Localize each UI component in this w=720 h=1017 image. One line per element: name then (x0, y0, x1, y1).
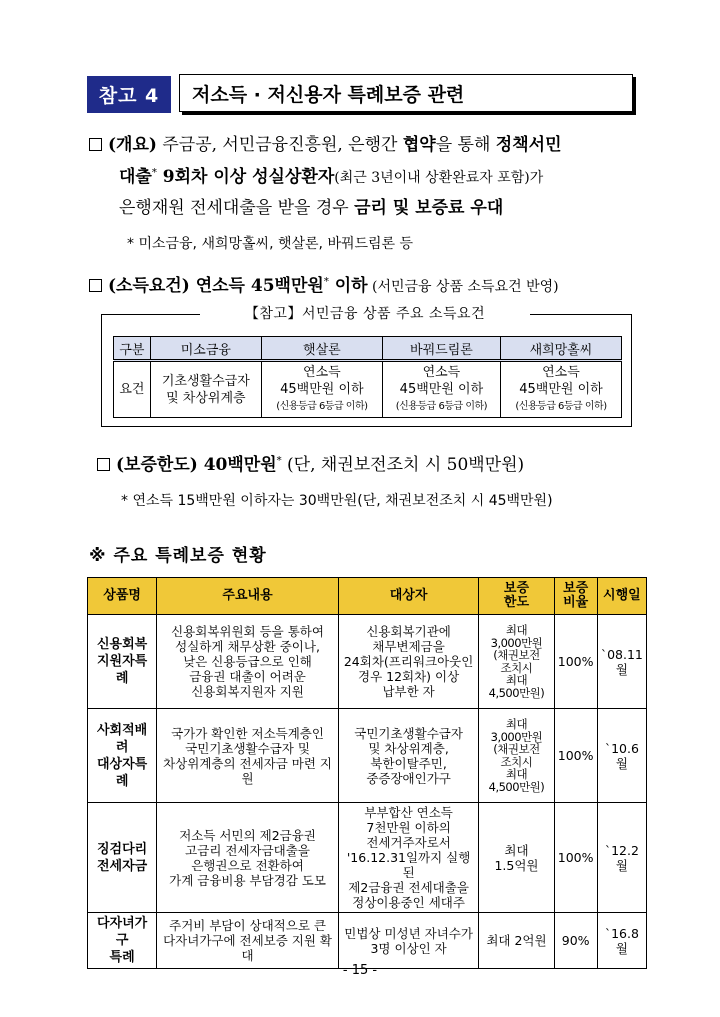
cell-line: 낮은 신용등급으로 인해 (183, 654, 312, 669)
cell-line: 대상자특례 (97, 756, 148, 789)
target-cell (338, 913, 478, 969)
cell-line: 3,000만원 (490, 729, 543, 744)
income-label: (소득요건) (108, 276, 190, 296)
header-line: 보증 (563, 581, 589, 596)
header-line: 보증 (503, 581, 530, 596)
cell-line: 연소득 (542, 365, 580, 380)
cell-line: 다자녀가구 (97, 916, 148, 948)
section-title: ※ 주요 특례보증 현황 (89, 546, 267, 566)
cell-line: 징검다리 (97, 841, 148, 857)
cell-line: 45백만원 이하 (519, 382, 603, 397)
cell-line: 은행권으로 전환하여 (191, 857, 304, 873)
date-cell: `12.2월 (597, 803, 646, 913)
checkbox-icon (89, 138, 102, 151)
cell-line: 최대 (505, 717, 528, 731)
table-row (88, 615, 647, 709)
cell-line: 전세자금 (97, 858, 148, 874)
footnote-mark: * (323, 276, 329, 288)
cell-line: 사회적배려 (97, 722, 148, 755)
cell-line: 가계 금융비용 부담경감 도모 (169, 872, 326, 888)
page-title (179, 74, 633, 112)
cell-line: 고금리 전세자금대출을 (185, 842, 310, 858)
limit-rest: (단, 채권보전조치 시 50백만원) (281, 455, 525, 475)
cell-line: 금융권 대출이 어려운 (189, 669, 306, 684)
product-name (88, 615, 157, 709)
table-row (88, 803, 647, 913)
overview-text: 은행재원 전세대출을 받을 경우 (119, 198, 355, 218)
cell-line: 연소득 (422, 365, 461, 380)
overview-bold: 대출 (119, 167, 152, 187)
cell-line: (신용등급 6등급 이하) (515, 401, 607, 412)
cell-line: 7천만원 이하의 (366, 820, 451, 835)
cell-line: 45백만원 이하 (399, 382, 484, 397)
column-header: 바꿔드림론 (382, 337, 500, 361)
overview-paragraph (89, 132, 649, 158)
cell-line: 조치시 (500, 660, 533, 675)
column-header (554, 578, 597, 615)
checkbox-icon (89, 279, 102, 292)
cell-line: 24회차(프리워크아웃인 (343, 654, 474, 669)
row-label: 요건 (114, 361, 151, 418)
table-cell (261, 361, 382, 418)
limit-cell (479, 615, 554, 709)
column-header: 상품명 (88, 578, 157, 615)
overview-note: * 미소금융, 새희망홀씨, 햇살론, 바꿔드림론 등 (127, 236, 414, 252)
cell-line: 및 차상위계층, (368, 740, 449, 756)
cell-line: 전세거주자로서 (366, 835, 451, 850)
footnote-mark: * (276, 455, 282, 467)
date-cell: `10.6월 (597, 709, 646, 803)
overview-text: (최근 3년이내 상환완료자 포함)가 (334, 170, 544, 186)
table-row (88, 709, 647, 803)
limit-label: (보증한도) (116, 455, 198, 475)
ratio-cell: 100% (554, 615, 597, 709)
header-line: 한도 (503, 595, 530, 610)
column-header: 새희망홀씨 (500, 337, 621, 361)
column-header: 구분 (114, 337, 151, 361)
overview-bold: 정책서민 (495, 135, 562, 155)
cell-line: 조치시 (500, 754, 533, 769)
cell-line: 성실하게 채무상환 중이나, (175, 639, 320, 654)
cell-line: 제2금융권 전세대출을 (348, 880, 469, 895)
table-header-row (114, 337, 622, 361)
overview-line-1 (89, 132, 649, 158)
table-row (114, 361, 622, 418)
table-cell (150, 361, 261, 418)
cell-line: 차상위계층의 전세자금 마련 지원 (163, 755, 332, 786)
limit-note: * 연소득 15백만원 이하자는 30백만원(단, 채권보전조치 시 45백만원) (121, 493, 553, 509)
header-line: 비율 (563, 595, 589, 610)
table-cell (500, 361, 621, 418)
column-header: 시행일 (597, 578, 646, 615)
cell-line: 저소득 서민의 제2금융권 (179, 827, 316, 843)
cell-line: 3,000만원 (490, 635, 543, 650)
cell-line: (신용등급 6등급 이하) (276, 401, 368, 412)
cell-line: 및 차상위계층 (166, 390, 246, 406)
cell-line: 국가가 확인한 저소득계층인 (171, 725, 324, 741)
cell-line: 최대 (505, 767, 528, 781)
cell-line: 4,500만원) (488, 779, 545, 794)
overview-bold: 9회차 이상 성실상환자 (156, 167, 335, 187)
cell-line: 경우 12회차) 이상 (358, 669, 460, 684)
cell-line: 45백만원 이하 (280, 382, 364, 397)
income-value: 연소득 45백만원 (189, 276, 324, 296)
target-cell (338, 803, 478, 913)
cell-line: 다자녀가구에 전세보증 지원 확대 (163, 933, 332, 963)
content-cell (157, 615, 339, 709)
page-number: - 15 - (342, 963, 378, 978)
cell-line: 최대 (505, 623, 528, 637)
cell-line: 신용회복기관에 (366, 624, 451, 639)
date-cell: `16.8월 (597, 913, 646, 969)
ratio-cell: 100% (554, 803, 597, 913)
special-guarantee-table (87, 577, 647, 969)
overview-label: (개요) (108, 135, 157, 155)
cell-line: 신용회복지원자 지원 (191, 684, 304, 699)
ratio-cell: 90% (554, 913, 597, 969)
overview-line-3 (119, 195, 649, 221)
cell-line: 주거비 부담이 상대적으로 큰 (169, 918, 326, 933)
income-suffix: 이하 (328, 276, 368, 296)
cell-line: 중증장애인가구 (366, 770, 451, 786)
cell-line: 채무변제금을 (372, 639, 445, 654)
reference-table-caption: 【참고】서민금융 상품 주요 소득요건 (200, 303, 530, 325)
cell-line: 지원자특례 (97, 654, 148, 686)
overview-bold: 협약 (402, 135, 436, 155)
cell-line: 정상이용중인 세대주 (352, 895, 465, 910)
limit-paragraph (97, 452, 657, 478)
income-paragraph (89, 273, 649, 300)
cell-line: (신용등급 6등급 이하) (395, 401, 488, 412)
target-cell (338, 709, 478, 803)
reference-income-table (113, 336, 622, 418)
cell-line: (채권보전 (493, 742, 540, 756)
page-title-text: 저소득 · 저신용자 특례보증 관련 (192, 83, 465, 106)
content-cell (157, 803, 339, 913)
cell-line: 연소득 (303, 365, 341, 380)
limit-cell (479, 803, 554, 913)
cell-line: 1.5억원 (494, 857, 539, 873)
column-header: 주요내용 (157, 578, 339, 615)
cell-line: 기초생활수급자 (161, 373, 250, 389)
cell-line: 국민기초생활수급자 (354, 725, 463, 741)
limit-cell (479, 913, 554, 969)
overview-bold: 금리 및 보증료 우대 (354, 198, 504, 218)
cell-line: '16.12.31일까지 실행된 (346, 850, 471, 880)
cell-line: 특례 (109, 950, 135, 965)
table-header-row (88, 578, 647, 615)
overview-text: 을 통해 (435, 135, 496, 155)
table-cell (382, 361, 500, 418)
footnote-mark: * (151, 167, 157, 179)
date-cell: `08.11월 (597, 615, 646, 709)
cell-line: 민법상 미성년 자녀수가 (344, 925, 473, 941)
overview-line-2 (119, 164, 649, 191)
column-header (479, 578, 554, 615)
target-cell (338, 615, 478, 709)
limit-cell (479, 709, 554, 803)
cell-line: 북한이탈주민, (370, 755, 447, 771)
cell-line: 최대 2억원 (486, 933, 547, 948)
cell-line: 신용회복위원회 등을 통하여 (171, 624, 324, 639)
column-header: 햇살론 (261, 337, 382, 361)
cell-line: 부부합산 연소득 (364, 805, 453, 820)
cell-line: 4,500만원) (488, 685, 545, 700)
cell-line: 납부한 자 (382, 684, 435, 699)
overview-text: 주금공, 서민금융진흥원, 은행간 (162, 135, 403, 155)
table-row (88, 913, 647, 969)
checkbox-icon (97, 458, 110, 471)
content-cell (157, 709, 339, 803)
content-cell (157, 913, 339, 969)
cell-line: 국민기초생활수급자 및 (185, 740, 310, 756)
product-name (88, 803, 157, 913)
product-name (88, 913, 157, 969)
reference-badge: 참고 4 (87, 76, 171, 113)
cell-line: 신용회복 (97, 637, 148, 652)
limit-value: 40백만원 (197, 455, 277, 475)
column-header: 미소금융 (150, 337, 261, 361)
cell-line: 3명 이상인 자 (370, 940, 447, 956)
income-paren: (서민금융 상품 소득요건 반영) (367, 279, 559, 295)
product-name (88, 709, 157, 803)
cell-line: 최대 (504, 842, 529, 858)
cell-line: 최대 (505, 673, 528, 687)
cell-line: (채권보전 (493, 648, 540, 662)
column-header: 대상자 (338, 578, 478, 615)
ratio-cell: 100% (554, 709, 597, 803)
